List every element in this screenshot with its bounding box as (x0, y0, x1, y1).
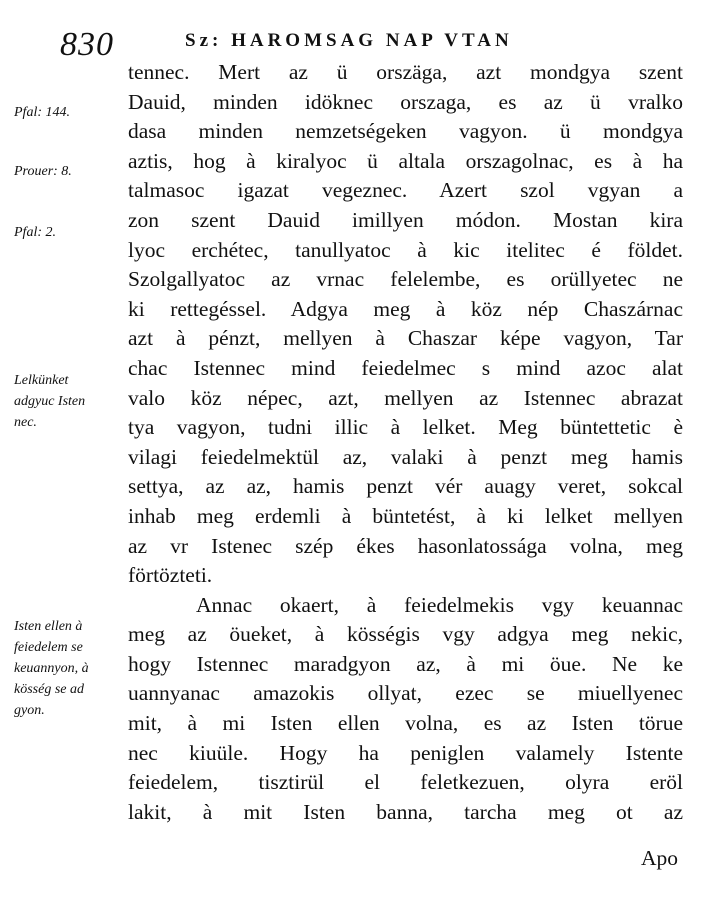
text-line: tennec. Mert az ü orszäga, azt mondgya szent (128, 60, 683, 84)
margin-note-line: keuannyon, à (14, 661, 89, 676)
text-line: lakit, à mit Isten banna, tarcha meg ot az (128, 799, 683, 824)
margin-note (14, 616, 89, 721)
margin-note-line: Pfal: 144. (14, 105, 70, 120)
text-line: talmasoc igazat vegeznec. Azert szol vgyan a (128, 178, 683, 203)
text-line: mit, à mi Isten ellen volna, es az Isten törue (128, 711, 683, 736)
page-number: 830 (60, 26, 114, 63)
text-line: nec kiuüle. Hogy ha peniglen valamely Istente (128, 740, 683, 765)
catchword: Apo (640, 846, 678, 870)
text-line: dasa minden nemzetségeken vagyon. ü mondgya (128, 119, 683, 144)
text-line: hogy Istennec maradgyon az, à mi öue. Ne ke (128, 651, 683, 676)
margin-note (14, 102, 70, 123)
text-line: uannyanac amazokis ollyat, ezec se miuellyenec (128, 681, 683, 706)
text-line: inhab meg erdemli à büntetést, à ki lelket mellyen (128, 503, 683, 528)
text-line: ki rettegéssel. Adgya meg à köz nép Chaszárnac (128, 296, 683, 321)
text-line: valo köz népec, azt, mellyen az Istennec abrazat (128, 385, 683, 410)
margin-note-line: Prouer: 8. (14, 164, 72, 179)
text-line: azt à pénzt, mellyen à Chaszar képe vagyon, Tar (128, 326, 683, 351)
margin-note-line: Isten ellen à (14, 619, 83, 634)
margin-note-line: Lelkünket (14, 373, 69, 388)
text-line: settya, az az, hamis penzt vér auagy veret, sokcal (128, 474, 683, 499)
text-line: aztis, hog à kiralyoc ü altala orszagolnac, es à ha (128, 148, 683, 173)
text-line: tya vagyon, tudni illic à lelket. Meg büntettetic è (128, 415, 683, 440)
text-line: vilagi feiedelmektül az, valaki à penzt meg hamis (128, 444, 683, 469)
running-head: Sz: HAROMSAG NAP VTAN (185, 30, 513, 51)
text-line: az vr Istenec szép ékes hasonlatossága volna, meg (128, 533, 683, 558)
text-line: chac Istennec mind feiedelmec s mind azoc alat (128, 355, 683, 380)
margin-note-line: adgyuc Isten (14, 394, 86, 409)
margin-note-line: Pfal: 2. (14, 225, 56, 240)
margin-note (14, 161, 72, 182)
margin-note-line: kösség se ad (14, 682, 84, 697)
margin-note (14, 370, 85, 433)
text-line: Annac okaert, à feiedelmekis vgy keuannac (196, 592, 683, 617)
margin-note-line: gyon. (14, 703, 45, 718)
text-line: lyoc erchétec, tanullyatoc à kic itelitec é földet. (128, 237, 683, 262)
text-line: Szolgallyatoc az vrnac felelembe, es orüllyetec ne (128, 267, 683, 292)
text-line: förtözteti. (128, 563, 213, 588)
text-line: feiedelem, tisztirül el feletkezuen, olyra eröl (128, 770, 683, 795)
text-line: Dauid, minden idöknec orszaga, es az ü vralko (128, 89, 683, 114)
body-text (128, 58, 683, 827)
margin-note-line: nec. (14, 415, 37, 430)
text-line: meg az öueket, à kösségis vgy adgya meg nekic, (128, 622, 683, 647)
margin-note-line: feiedelem se (14, 640, 83, 655)
text-line: zon szent Dauid imillyen módon. Mostan kira (128, 207, 683, 232)
margin-note (14, 222, 56, 243)
